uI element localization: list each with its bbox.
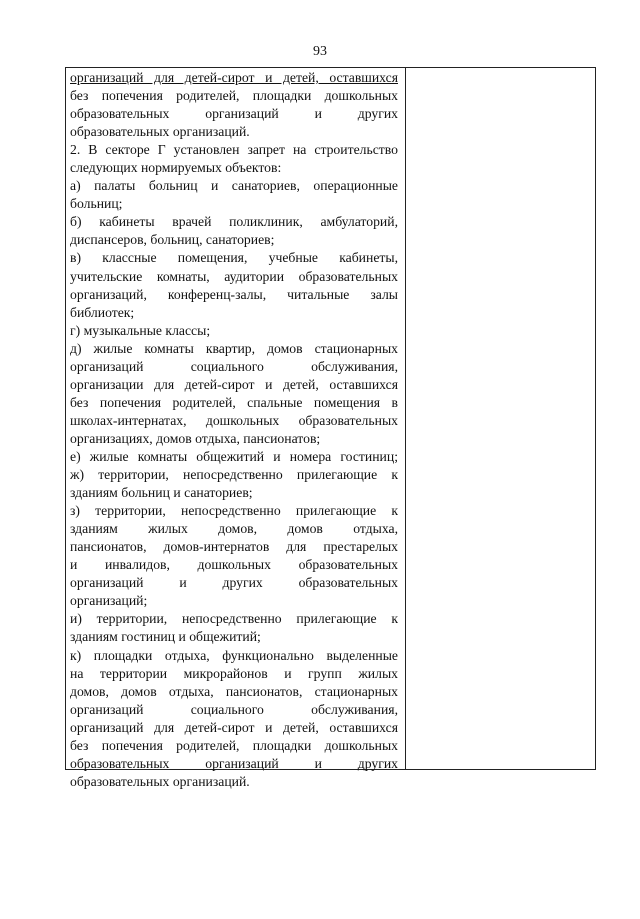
- text-line: без попечения родителей, площадки дошкольных: [70, 737, 398, 753]
- text-line: д) жилые комнаты квартир, домов стационарных: [70, 340, 398, 356]
- text-line: образовательных организаций и других: [70, 106, 398, 122]
- text-line: школах-интернатах, дошкольных образовательных: [70, 412, 398, 428]
- text-line: библиотек;: [70, 304, 135, 320]
- text-line: организаций;: [70, 593, 148, 609]
- text-line: на территории микрорайонов и групп жилых: [70, 665, 398, 681]
- text-line: больниц;: [70, 196, 123, 212]
- text-line: организаций для детей-сирот и детей, оставшихся: [70, 70, 398, 85]
- text-line: и инвалидов, дошкольных образовательных: [70, 557, 398, 573]
- document-table: [65, 67, 596, 789]
- text-line: организаций социального обслуживания,: [70, 701, 398, 717]
- text-line: и) территории, непосредственно прилегающие к: [70, 611, 398, 627]
- text-line: е) жилые комнаты общежитий и номера гостиниц;: [70, 448, 398, 464]
- text-line: г) музыкальные классы;: [70, 322, 211, 338]
- text-line: организаций, конференц-залы, читальные залы: [70, 286, 398, 302]
- text-line: а) палаты больниц и санаториев, операционные: [70, 178, 398, 194]
- text-line: б) кабинеты врачей поликлиник, амбулаторий,: [70, 214, 398, 230]
- requirements-cell: [70, 69, 398, 791]
- text-line: учительские комнаты, аудитории образовательных: [70, 268, 398, 284]
- text-line: образовательных организаций.: [70, 124, 250, 140]
- text-line: образовательных организаций и других: [70, 755, 398, 771]
- text-line: 2. В секторе Г установлен запрет на строительство: [70, 142, 398, 158]
- text-line: без попечения родителей, спальные помещения в: [70, 394, 398, 410]
- text-line: без попечения родителей, площадки дошкольных: [70, 88, 398, 104]
- empty-right-cell: [406, 68, 595, 769]
- text-line: пансионатов, домов-интернатов для престарелых: [70, 539, 398, 555]
- text-line: ж) территории, непосредственно прилегающие к: [70, 467, 398, 483]
- page-number: 93: [313, 44, 327, 59]
- text-line: образовательных организаций.: [70, 773, 250, 789]
- text-line: диспансеров, больниц, санаториев;: [70, 232, 275, 248]
- text-line: к) площадки отдыха, функционально выделенные: [70, 647, 398, 663]
- text-line: зданиям больниц и санаториев;: [70, 485, 253, 501]
- text-line: следующих нормируемых объектов:: [70, 160, 282, 176]
- text-line: организации для детей-сирот и детей, оставшихся: [70, 376, 398, 392]
- text-line: домов, домов отдыха, пансионатов, стационарных: [70, 683, 398, 699]
- text-line: зданиям гостиниц и общежитий;: [70, 629, 261, 645]
- text-line: в) классные помещения, учебные кабинеты,: [70, 250, 398, 266]
- text-line: з) территории, непосредственно прилегающие к: [70, 503, 398, 519]
- text-line: организаций и других образовательных: [70, 575, 398, 591]
- text-line: организаций социального обслуживания,: [70, 358, 398, 374]
- text-line: организаций для детей-сирот и детей, оставшихся: [70, 719, 398, 735]
- text-line: зданиям жилых домов, домов отдыха,: [70, 521, 398, 537]
- text-line: организациях, домов отдыха, пансионатов;: [70, 430, 321, 446]
